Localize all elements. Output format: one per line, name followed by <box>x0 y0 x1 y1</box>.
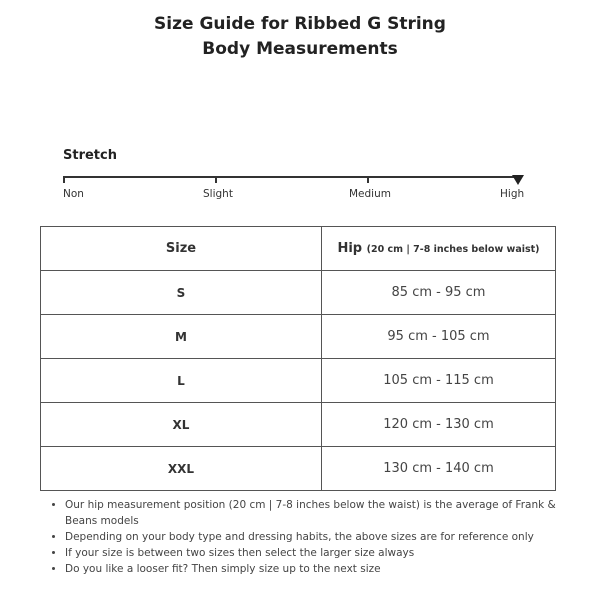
stretch-level-high: High <box>500 188 525 200</box>
size-table-header-row <box>41 227 556 271</box>
stretch-level-non: Non <box>63 188 84 200</box>
table-row <box>41 403 556 447</box>
table-row <box>41 359 556 403</box>
stretch-level-medium: Medium <box>349 188 391 200</box>
stretch-label: Stretch <box>63 148 117 163</box>
hip-cell: 120 cm - 130 cm <box>322 403 556 447</box>
size-cell: XXL <box>41 447 322 491</box>
stretch-tick-slight <box>215 176 217 183</box>
list-item: • Do you like a looser fit? Then simply size up to the next size <box>65 561 585 577</box>
table-row <box>41 447 556 491</box>
title-line-2: Body Measurements <box>202 39 398 59</box>
size-cell: XL <box>41 403 322 447</box>
size-cell: S <box>41 271 322 315</box>
stretch-level-slight: Slight <box>203 188 233 200</box>
list-item: • Our hip measurement position (20 cm | 7-8 inches below the waist) is the average of Frank & Beans models <box>65 497 585 529</box>
hip-header-label: Hip <box>337 241 363 256</box>
page-title <box>0 12 600 62</box>
title-line-1: Size Guide for Ribbed G String <box>154 14 446 34</box>
hip-column-header <box>322 227 556 271</box>
size-cell: M <box>41 315 322 359</box>
hip-cell: 130 cm - 140 cm <box>322 447 556 491</box>
size-column-header: Size <box>41 227 322 271</box>
stretch-scale <box>63 171 523 201</box>
list-item: • If your size is between two sizes then select the larger size always <box>65 545 585 561</box>
stretch-selected-marker-icon <box>512 175 524 185</box>
hip-header-note: (20 cm | 7-8 inches below waist) <box>366 244 540 255</box>
hip-cell: 85 cm - 95 cm <box>322 271 556 315</box>
size-table <box>40 226 556 491</box>
list-item: • Depending on your body type and dressing habits, the above sizes are for reference only <box>65 529 585 545</box>
hip-cell: 95 cm - 105 cm <box>322 315 556 359</box>
size-cell: L <box>41 359 322 403</box>
table-row <box>41 315 556 359</box>
notes-list <box>48 497 585 577</box>
table-row <box>41 271 556 315</box>
hip-cell: 105 cm - 115 cm <box>322 359 556 403</box>
stretch-tick-non <box>63 176 65 183</box>
stretch-scale-line <box>63 176 519 178</box>
stretch-tick-medium <box>367 176 369 183</box>
